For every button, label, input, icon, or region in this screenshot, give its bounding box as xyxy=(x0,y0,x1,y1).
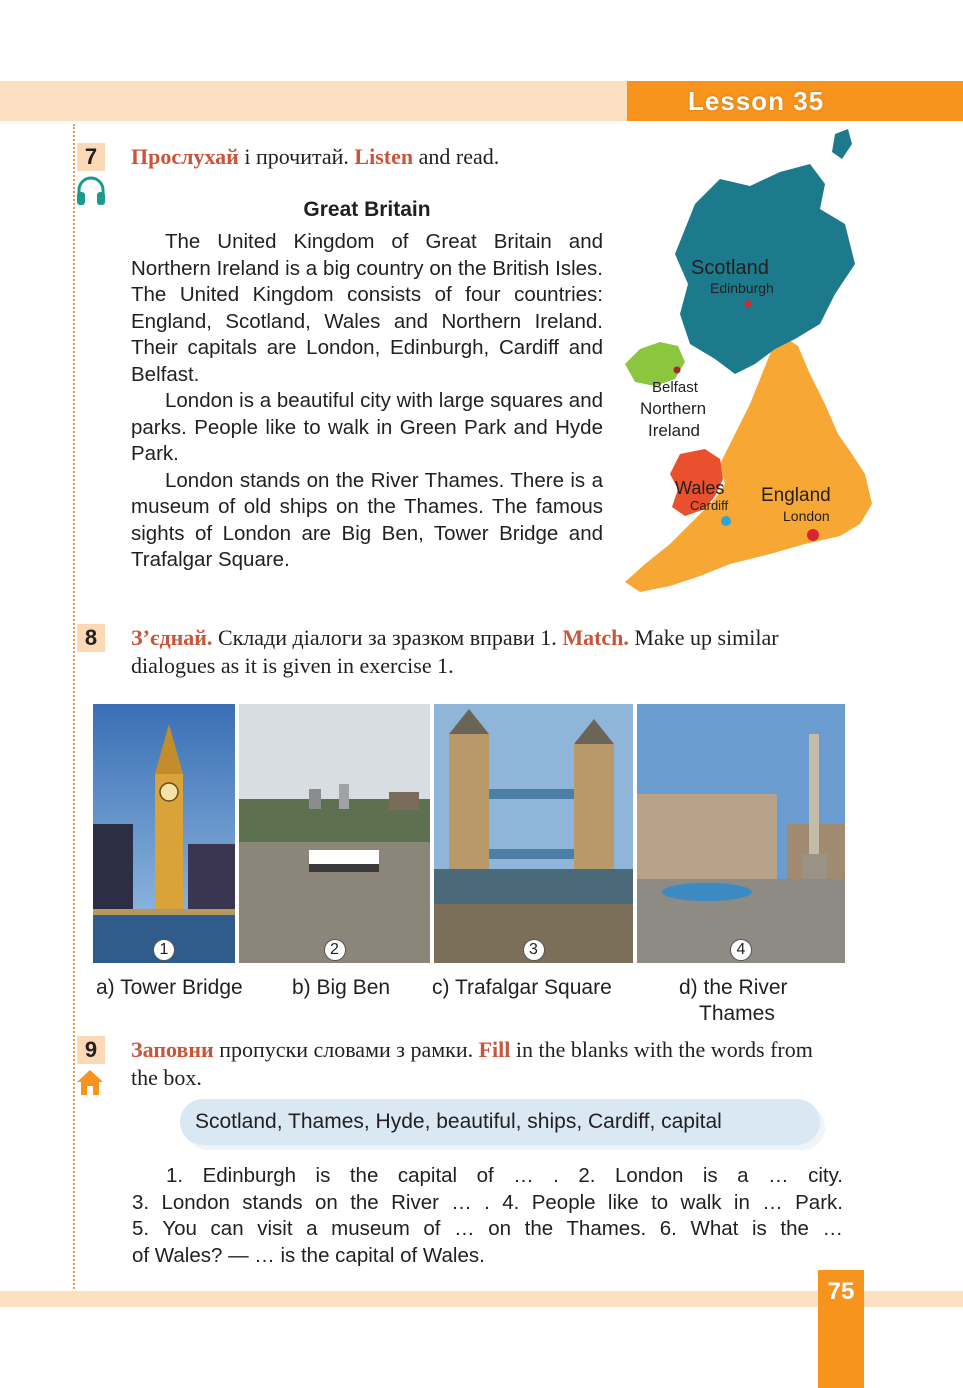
exercise-7-instruction xyxy=(131,143,611,171)
exercise-8-number: 8 xyxy=(77,624,105,652)
photo-number: 1 xyxy=(153,939,175,961)
exercise-7-number: 7 xyxy=(77,143,105,171)
shetland-islands xyxy=(832,129,852,159)
map-label-northern-ireland: Northern xyxy=(640,399,707,418)
instruction-uk-rest: Склади діалоги за зразком вправи 1. xyxy=(212,625,557,650)
sentence-line: 3. London stands on the River … . 4. People like to walk in … Park. xyxy=(132,1190,843,1214)
sentence-line: 1. Edinburgh is the capital of … . 2. London is a … city. xyxy=(166,1164,843,1187)
photo-number: 2 xyxy=(324,939,346,961)
caption-b: b) Big Ben xyxy=(292,976,391,999)
page-number: 75 xyxy=(827,1278,855,1305)
photo-big-ben xyxy=(93,704,235,963)
lesson-title: Lesson 35 xyxy=(688,86,825,116)
reading-paragraph: London stands on the River Thames. There is a museum of old ships on the Thames. The famous sights of London are Big Ben, Tower Bridge and Trafalgar Square. xyxy=(131,468,603,571)
reading-paragraph: The United Kingdom of Great Britain and Northern Ireland is a big country on the British Isles. The United Kingdom consists of four countries: England, Scotland, Wales and Northern Ireland. Their capitals are London, Edinburgh, Cardiff and Belfast. xyxy=(131,230,603,386)
reading-text xyxy=(131,229,603,574)
photo-trafalgar-square xyxy=(637,704,845,963)
instruction-uk-verb: З’єднай. xyxy=(131,625,213,650)
fill-in-sentences xyxy=(132,1163,843,1269)
map-label-wales: Wales xyxy=(675,478,725,498)
exercise-9-instruction xyxy=(131,1036,843,1092)
instruction-en-verb: Match. xyxy=(562,625,629,650)
sentence-line: of Wales? — … is the capital of Wales. xyxy=(132,1243,485,1267)
instruction-uk-verb: Прослухай xyxy=(131,144,239,169)
instruction-en-verb: Fill xyxy=(478,1037,511,1062)
caption-d-continued: Thames xyxy=(699,1002,775,1025)
map-label-london: London xyxy=(783,508,830,524)
instruction-uk-verb: Заповни xyxy=(131,1037,214,1062)
photo-number: 3 xyxy=(523,939,545,961)
margin-dotted-line xyxy=(73,124,75,1289)
uk-map xyxy=(620,124,878,592)
instruction-en-rest: and read. xyxy=(413,144,500,169)
exercise-8-instruction xyxy=(131,624,843,680)
instruction-uk-rest: і прочитай. xyxy=(238,144,349,169)
map-label-northern-ireland: Ireland xyxy=(648,421,700,440)
instruction-en-rest: Make up similar dialogues as it is given in exercise 1. xyxy=(131,625,779,678)
caption-a: a) Tower Bridge xyxy=(96,976,243,999)
map-label-edinburgh: Edinburgh xyxy=(710,280,774,296)
exercise-9-number: 9 xyxy=(77,1036,105,1064)
reading-title: Great Britain xyxy=(303,198,431,221)
reading-paragraph: London is a beautiful city with large squares and parks. People like to walk in Green Park and Hyde Park. xyxy=(131,389,603,465)
caption-c: c) Trafalgar Square xyxy=(432,976,612,999)
sentence-line: 5. You can visit a museum of … on the Thames. 6. What is the … xyxy=(132,1217,843,1240)
photo-number: 4 xyxy=(730,939,752,961)
instruction-en-verb: Listen xyxy=(354,144,414,169)
word-box-text: Scotland, Thames, Hyde, beautiful, ships, Cardiff, capital xyxy=(195,1110,722,1133)
instruction-uk-rest: пропуски словами з рамки. xyxy=(213,1037,474,1062)
caption-d: d) the River xyxy=(679,976,788,999)
map-label-cardiff: Cardiff xyxy=(690,498,729,513)
map-label-england: England xyxy=(761,485,831,506)
photo-tower-bridge xyxy=(434,704,633,963)
headphones-icon xyxy=(75,175,107,207)
map-label-scotland: Scotland xyxy=(691,257,769,279)
instruction-en-rest: in the blanks with the words from the box. xyxy=(131,1037,813,1090)
map-label-belfast: Belfast xyxy=(652,379,698,396)
home-icon xyxy=(75,1068,105,1096)
photo-river-thames xyxy=(239,704,430,963)
